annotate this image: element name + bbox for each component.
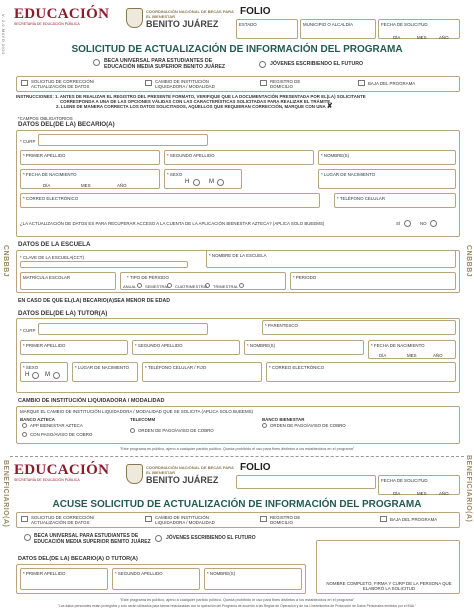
ack-radio-jovenes[interactable]	[155, 535, 162, 542]
sexo-h-radio[interactable]	[193, 179, 200, 186]
becario-tel-field[interactable]: * TELÉFONO CELULAR	[334, 193, 456, 208]
tutor-curp-input[interactable]	[38, 323, 208, 335]
cambio-title: CAMBIO DE INSTITUCIÓN LIQUIDADORA / MODALIDAD	[18, 398, 165, 404]
matricula-field[interactable]: MATRÍCULA ESCOLAR	[20, 272, 116, 290]
clave-escuela-input[interactable]	[20, 261, 188, 268]
campos-obligatorios: *CAMPOS OBLIGATORIOS	[18, 116, 73, 121]
footer-note-3: "Los datos personales están protegidos y solo serán utilizados para tareas relacionadas con la operación del Programa de acuerdo a las Reglas de Operación y de los Lineamientos de Protección de Datos Personales emitidos por el INAI."	[57, 604, 417, 608]
option-cambio-checkbox[interactable]	[145, 80, 152, 86]
option-baja-checkbox[interactable]	[358, 80, 365, 86]
ack-brand: EDUCACIÓN SECRETARÍA DE EDUCACIÓN PÚBLICA	[14, 462, 110, 482]
ack-radio-beca-universal[interactable]	[24, 534, 31, 541]
municipio-field[interactable]: MUNICIPIO O ALCALDÍA	[300, 19, 376, 39]
option-domicilio-checkbox[interactable]	[260, 80, 267, 86]
instructions-text: INSTRUCCIONES: 1. ANTES DE REALIZAR EL REGISTRO DEL PRESENTE FORMATO, VERIFIQUE QUE LA DOCUMENTACIÓN PRESENTADA POR EL(LA) SOLICITANTE CORRESPONDA A UNA DE LAS OPCIONES VÁLIDAS CON LAS CARACTERÍSTICAS SOLICITADAS PARA REALIZAR EL TRÁMITE. 2. LLENE DE MANERA CORRECTA LOS DATOS SOLICITADOS, AQUELLOS QUE REQUIERAN CORRECCIÓN, MARQUE CON UNA ✘	[16, 94, 366, 110]
ack-ap2-field[interactable]: * SEGUNDO APELLIDO	[112, 568, 200, 590]
azteca-cobro-radio[interactable]	[22, 432, 27, 437]
becario-nombres-field[interactable]: * NOMBRE(S)	[318, 150, 456, 165]
ack-option-baja-checkbox[interactable]	[380, 516, 387, 522]
becario-curp-input[interactable]	[38, 134, 208, 146]
ack-folio-input[interactable]	[236, 475, 376, 489]
header-brand	[14, 6, 109, 26]
escuela-title: DATOS DE LA ESCUELA	[18, 241, 91, 248]
option-correccion-checkbox[interactable]	[21, 80, 28, 86]
estado-field[interactable]: ESTADO	[236, 19, 298, 39]
sexo-m-radio[interactable]	[217, 179, 224, 186]
benito-juarez-label: BENITO JUÁREZ	[146, 19, 219, 29]
radio-jovenes[interactable]	[259, 61, 266, 68]
periodo-field[interactable]: * PERIODO	[290, 272, 456, 290]
jovenes-label: JÓVENES ESCRIBIENDO EL FUTURO	[270, 61, 364, 67]
side-label-left-bottom: BENEFICIARIO(A)	[2, 460, 9, 528]
curp-label: * CURP	[20, 139, 36, 144]
tutor-title: DATOS DEL(DE LA) TUTOR(A)	[18, 310, 108, 317]
bienestar-radio[interactable]	[262, 423, 267, 428]
telecomm-radio[interactable]	[130, 428, 135, 433]
ack-folio-label: FOLIO	[240, 462, 271, 473]
tutor-sexo-m-radio[interactable]	[53, 372, 60, 379]
ack-option-cambio-checkbox[interactable]	[145, 516, 152, 522]
tutor-lugar-field[interactable]: * LUGAR DE NACIMIENTO	[72, 362, 138, 382]
tutor-correo-field[interactable]: * CORREO ELECTRÓNICO	[266, 362, 456, 382]
option-domicilio-label: REGISTRO DE DOMICILIO	[270, 79, 301, 89]
tutor-parentesco-field[interactable]: * PARENTESCO	[262, 320, 456, 335]
educacion-logo: EDUCACIÓN	[14, 6, 110, 22]
semestral-radio[interactable]	[167, 283, 172, 288]
radio-beca-universal[interactable]	[93, 59, 100, 66]
side-label-left: CNBBBJ	[2, 245, 9, 278]
beca-universal-label: BECA UNIVERSAL PARA ESTUDIANTES DE EDUCACIÓN MEDIA SUPERIOR BENITO JUÁREZ	[104, 58, 226, 70]
sep-label: SECRETARÍA DE EDUCACIÓN PÚBLICA	[14, 22, 80, 26]
coordinacion-label: COORDINACIÓN NACIONAL DE BECAS PARA EL BIENESTAR	[146, 9, 234, 19]
ack-fecha-field[interactable]: FECHA DE SOLICITUD DÍA MES AÑO	[378, 475, 460, 495]
side-label-right-bottom: BENEFICIARIO(A)	[465, 455, 472, 523]
tutor-sexo-field: * SEXO H M	[20, 362, 68, 382]
tutor-tel-field[interactable]: * TELÉFONO CELULAR / FIJO	[142, 362, 262, 382]
footer-note-1: "Este programa es público, ajeno a cualquier partido político. Queda prohibido el uso para fines distintos a los establecidos en el programa"	[119, 447, 355, 451]
tutor-nombres-field[interactable]: * NOMBRE(S)	[244, 340, 364, 355]
ack-option-correccion-checkbox[interactable]	[21, 516, 28, 522]
becario-lugar-field[interactable]: * LUGAR DE NACIMIENTO	[318, 169, 456, 189]
becario-correo-field[interactable]: * CORREO ELECTRÓNICO	[20, 193, 320, 208]
question-no-radio[interactable]	[430, 220, 437, 227]
becario-sexo-field: * SEXO H M	[164, 169, 242, 189]
fecha-solicitud-field[interactable]: FECHA DE SOLICITUD DÍA MES AÑO	[378, 19, 460, 39]
menor-note: EN CASO DE QUE EL(LA) BECARIO(A)SEA MENOR DE EDAD	[18, 298, 170, 304]
app-azteca-radio[interactable]	[22, 423, 27, 428]
option-cambio-label: CAMBIO DE INSTITUCIÓN LIQUIDADORA / MODALIDAD	[155, 79, 215, 89]
anual-radio[interactable]	[137, 283, 142, 288]
footer-note-2: "Este programa es público, ajeno a cualquier partido político. Queda prohibido el uso para fines distintos a los establecidos en el programa"	[119, 598, 355, 602]
option-correccion-label: SOLICITUD DE CORRECCIÓN/ ACTUALIZACIÓN DE DATOS	[31, 79, 95, 89]
tipo-periodo-field: * TIPO DE PERIODO ANUAL SEMESTRAL CUATRIMESTRAL TRIMESTRAL	[120, 272, 286, 290]
folio-label: FOLIO	[240, 6, 271, 17]
question-si-radio[interactable]	[404, 220, 411, 227]
x-mark-icon: ✘	[326, 103, 333, 110]
ack-educacion-logo: EDUCACIÓN	[14, 462, 110, 478]
ack-seal-icon	[126, 464, 143, 484]
ack-datos-title: DATOS DEL(DE LA) BECARIO(A) O TUTOR(A)	[18, 556, 138, 562]
becario-title: DATOS DEL(DE LA) BECARIO(A)	[18, 121, 115, 128]
becario-ap2-field[interactable]: * SEGUNDO APELLIDO	[164, 150, 314, 165]
nombre-escuela-field[interactable]: * NOMBRE DE LA ESCUELA	[206, 250, 456, 268]
becas-seal-icon	[126, 8, 143, 28]
form-title: SOLICITUD DE ACTUALIZACIÓN DE INFORMACIÓN DEL PROGRAMA	[71, 44, 403, 55]
azteca-question: ¿LA ACTUALIZACIÓN DE DATOS ES PARA RECUPERAR ACCESO A LA CUENTA DE LA APLICACIÓN BIENESTAR AZTECA? (APLICA SOLO BUEEMS)	[20, 221, 325, 226]
ack-firma-box[interactable]: NOMBRE COMPLETO, FIRMA Y CURP DE LA PERSONA QUE ELABORÓ LA SOLICITUD	[316, 540, 460, 594]
becario-fecha-field[interactable]: * FECHA DE NACIMIENTO DÍA MES AÑO	[20, 169, 160, 189]
tutor-ap2-field[interactable]: * SEGUNDO APELLIDO	[132, 340, 240, 355]
tutor-fecha-field[interactable]: * FECHA DE NACIMIENTO DÍA MES AÑO	[368, 340, 456, 359]
cuatrimestral-radio[interactable]	[205, 283, 210, 288]
trimestral-radio[interactable]	[239, 283, 244, 288]
ack-title: ACUSE SOLICITUD DE ACTUALIZACIÓN DE INFORMACIÓN DEL PROGRAMA	[52, 499, 422, 510]
becas-brand	[146, 9, 236, 29]
version-label: V. 2.0 MAYO 2022	[1, 14, 6, 55]
tutor-sexo-h-radio[interactable]	[32, 372, 39, 379]
side-label-right: CNBBBJ	[465, 245, 472, 278]
ack-ap1-field[interactable]: * PRIMER APELLIDO	[20, 568, 108, 590]
cut-line	[10, 456, 464, 457]
tutor-ap1-field[interactable]: * PRIMER APELLIDO	[20, 340, 128, 355]
ack-option-domicilio-checkbox[interactable]	[260, 516, 267, 522]
option-baja-label: BAJA DEL PROGRAMA	[368, 81, 416, 86]
becario-ap1-field[interactable]: * PRIMER APELLIDO	[20, 150, 160, 165]
ack-nombres-field[interactable]: * NOMBRE(S)	[204, 568, 302, 590]
